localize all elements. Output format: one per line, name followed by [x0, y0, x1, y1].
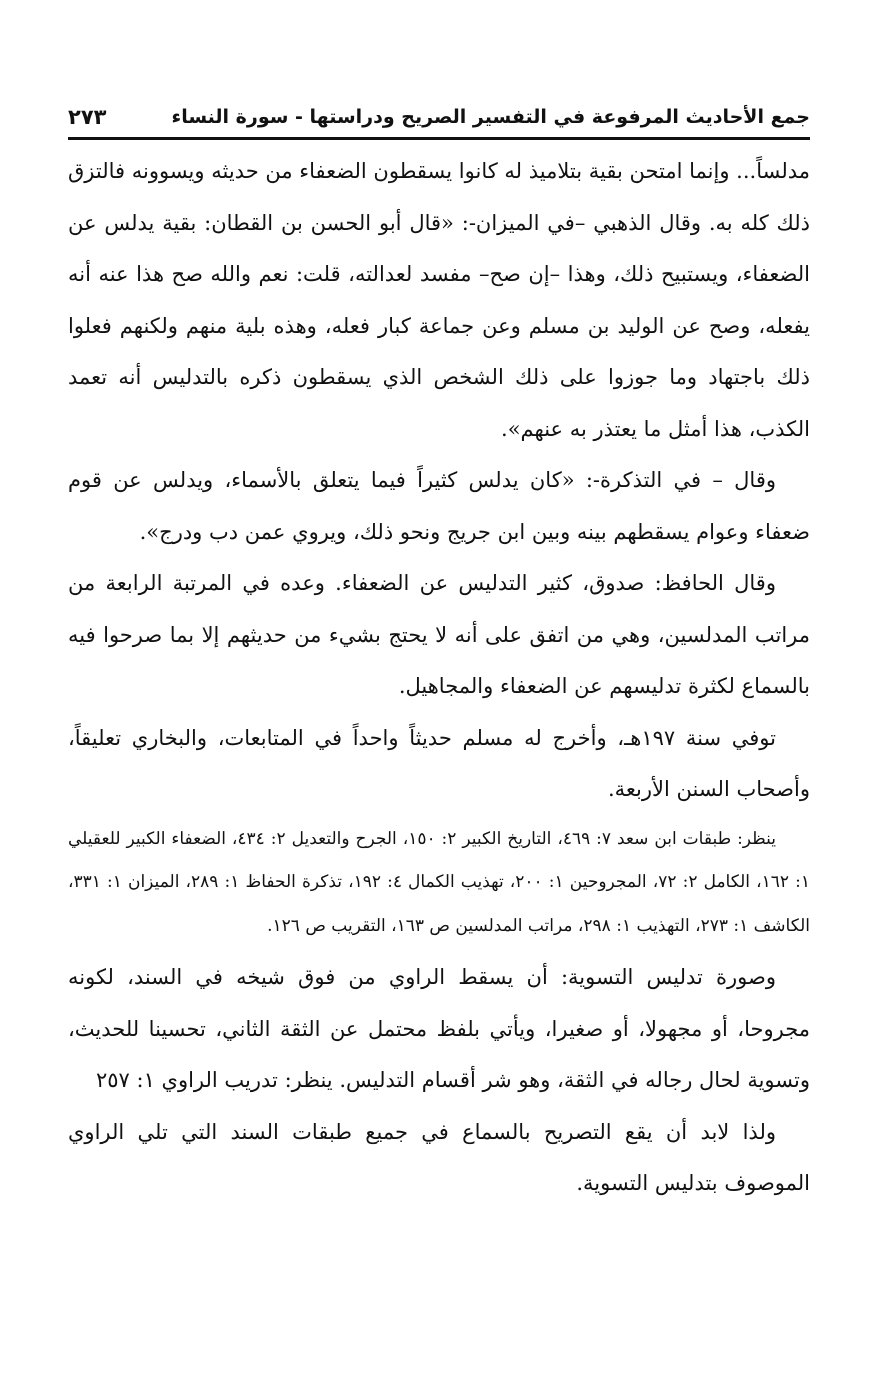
running-title: جمع الأحاديث المرفوعة في التفسير الصريح ودراستها - سورة النساء [171, 106, 810, 128]
references-note: ينظر: طبقات ابن سعد ٧: ٤٦٩، التاريخ الكبير ٢: ١٥٠، الجرح والتعديل ٢: ٤٣٤، الضعفاء الكبير للعقيلي ١: ١٦٢، الكامل ٢: ٧٢، المجروحين ١: ٢٠٠، تهذيب الكمال ٤: ١٩٢، تذكرة الحفاظ ١: ٢٨٩، الميزان ١: ٣٣١، الكاشف ١: ٢٧٣، التهذيب ١: ٢٩٨، مراتب المدلسين ص ١٦٣، التقريب ص ١٢٦. [68, 828, 810, 936]
paragraph-hafiz-grading: وقال الحافظ: صدوق، كثير التدليس عن الضعفاء. وعده في المرتبة الرابعة من مراتب المدلسين، وهي من اتفق على أنه لا يحتج بشيء من حديثهم إلا بما صرحوا فيه بالسماع لكثرة تدليسهم عن الضعفاء والمجاهيل. [68, 571, 810, 698]
paragraph-death-year: توفي سنة ١٩٧هـ، وأخرج له مسلم حديثاً واحداً في المتابعات، والبخاري تعليقاً، وأصحاب السنن الأربعة. [68, 725, 810, 801]
paragraph-tadlis-taswiya: وصورة تدليس التسوية: أن يسقط الراوي من فوق شيخه في السند، لكونه مجروحا، أو مجهولا، أو صغيرا، ويأتي بلفظ محتمل عن الثقة الثاني، تحسينا للحديث، وتسوية لحال رجاله في الثقة، وهو شر أقسام التدليس. ينظر: تدريب الراوي ١: ٢٥٧ [68, 965, 810, 1092]
paragraph-bakiyya-tadlis: مدلساً... وإنما امتحن بقية بتلاميذ له كانوا يسقطون الضعفاء من حديثه ويسوونه فالتزق ذلك كله به. وقال الذهبي –في الميزان-: «قال أبو الحسن بن القطان: بقية يدلس عن الضعفاء، ويستبيح ذلك، وهذا –إن صح– مفسد لعدالته، قلت: نعم والله صح هذا عنه أنه يفعله، وصح عن الوليد بن مسلم وعن جماعة كبار فعله، وهذه بلية منهم ولكنهم فعلوا ذلك باجتهاد وما جوزوا على ذلك الشخص الذي يسقطون ذكره بالتدليس أنه تعمد الكذب، هذا أمثل ما يعتذر به عنهم». [68, 159, 810, 441]
header-rule [68, 137, 810, 140]
page-body [68, 146, 810, 1210]
paragraph-conclusion: ولذا لابد أن يقع التصريح بالسماع في جميع طبقات السند التي تلي الراوي الموصوف بتدليس التسوية. [68, 1119, 810, 1195]
page-header [68, 100, 810, 134]
paragraph-tadhkira-quote: وقال – في التذكرة-: «كان يدلس كثيراً فيما يتعلق بالأسماء، ويدلس عن قوم ضعفاء وعوام يسقطهم بينه وبين ابن جريج ونحو ذلك، ويروي عمن دب ودرج». [68, 468, 810, 544]
page-number: ٢٧٣ [68, 105, 107, 129]
